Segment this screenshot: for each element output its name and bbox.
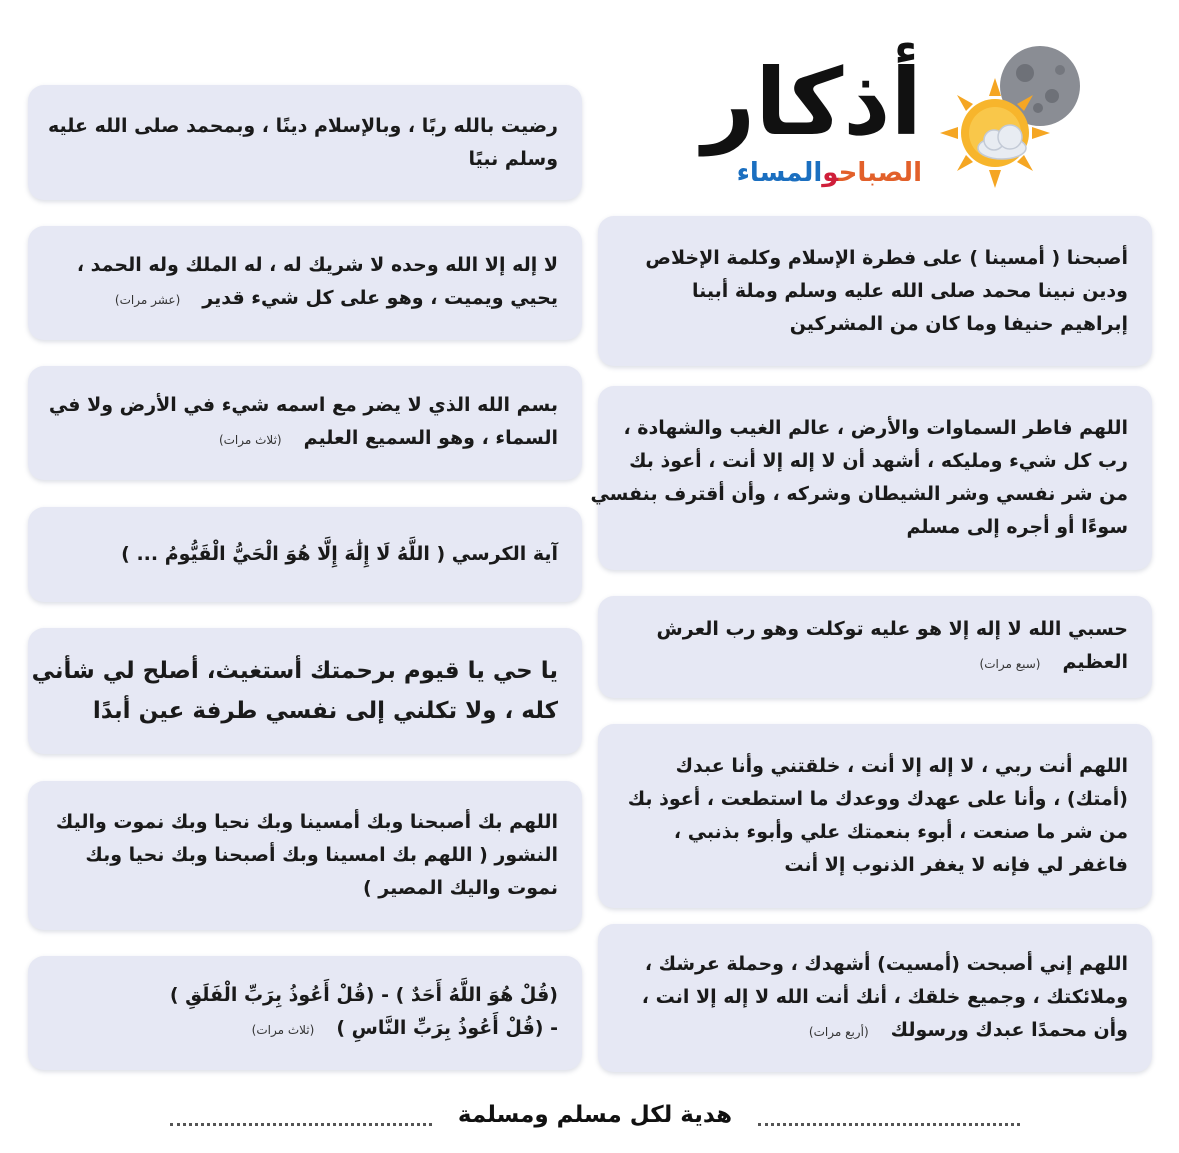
dhikr-text: سوءًا أو أجره إلى مسلم [906,516,1128,538]
subtitle-and: و [822,158,839,188]
dhikr-card-right-4 [598,724,1152,908]
dhikr-card-right-3 [598,596,1152,698]
dhikr-text: اللهم فاطر السماوات والأرض ، عالم الغيب والشهادة ، [623,417,1128,439]
dhikr-card-right-2 [590,386,1152,570]
dhikr-text: وأن محمدًا عبدك ورسولك [890,1018,1128,1041]
dhikr-text: رضيت بالله ربًا ، وبالإسلام دينًا ، وبمحمد صلى الله عليه [47,114,558,137]
dhikr-text: بسم الله الذي لا يضر مع اسمه شيء في الأرض ولا في [48,394,558,416]
dhikr-card-left-3 [28,366,582,480]
repeat-count: (ثلاث مرات) [218,433,282,447]
dhikr-text: من شر ما صنعت ، أبوء بنعمتك علي وأبوء بذنبي ، [673,821,1128,843]
dhikr-text: وسلم نبيًا [468,147,558,170]
dhikr-text: آية الكرسي ( اللَّهُ لَا إِلَٰهَ إِلَّا هُوَ الْحَيُّ الْقَيُّومُ ... ) [121,543,558,565]
dhikr-card-right-5 [598,924,1152,1072]
dhikr-text: اللهم أنت ربي ، لا إله إلا أنت ، خلقتني وأنا عبدك [675,755,1128,777]
dhikr-text: فاغفر لي فإنه لا يغفر الذنوب إلا أنت [784,854,1128,876]
subtitle-evening: المساء [736,158,823,188]
dhikr-text: السماء ، وهو السميع العليم [303,427,558,449]
page-subtitle [737,158,922,188]
dhikr-text: ودين نبينا محمد صلى الله عليه وسلم وملة أبينا [692,279,1128,302]
repeat-count: (ثلاث مرات) [251,1023,315,1037]
footer-divider-left [170,1123,432,1126]
dhikr-text: نموت واليك المصير ) [363,877,558,899]
dhikr-card-left-6 [28,781,582,930]
dhikr-card-left-2 [28,226,582,340]
repeat-count: (أربع مرات) [808,1024,869,1039]
footer-divider-right [758,1123,1020,1126]
dhikr-text: رب كل شيء ومليكه ، أشهد أن لا إله إلا أنت ، أعوذ بك [629,450,1128,472]
dhikr-text: (قُلْ هُوَ اللَّهُ أَحَدٌ ) - (قُلْ أَعُوذُ بِرَبِّ الْفَلَقِ ) [169,984,558,1006]
dhikr-text: وملائكتك ، وجميع خلقك ، أنك أنت الله لا إله إلا انت ، [641,985,1128,1008]
dhikr-text: النشور ( اللهم بك امسينا وبك أصبحنا وبك نحيا وبك [85,844,558,866]
dhikr-card-right-1 [598,216,1152,366]
dhikr-text: كله ، ولا تكلني إلى نفسي طرفة عين أبدًا [92,698,558,724]
header [680,38,1100,188]
dhikr-text: حسبي الله لا إله إلا هو عليه توكلت وهو رب العرش [656,618,1128,640]
dhikr-card-left-1 [28,85,582,200]
subtitle-morning: الصباح [838,158,922,188]
dhikr-text: اللهم بك أصبحنا وبك أمسينا وبك نحيا وبك نموت واليك [55,811,558,833]
footer-text: هدية لكل مسلم ومسلمة [457,1102,733,1128]
dhikr-card-left-4 [28,507,582,602]
sun-moon-icon [930,38,1100,188]
dhikr-text: أصبحنا ( أمسينا ) على فطرة الإسلام وكلمة الإخلاص [645,246,1128,269]
dhikr-card-left-5 [28,628,582,754]
dhikr-text: اللهم إني أصبحت (أمسيت) أشهدك ، وحملة عرشك ، [644,952,1128,975]
dhikr-text: يحيي ويميت ، وهو على كل شيء قدير [202,287,558,309]
dhikr-text: يا حي يا قيوم برحمتك أستغيث، أصلح لي شأني [31,658,558,684]
dhikr-text: من شر نفسي وشر الشيطان وشركه ، وأن أقترف بنفسي [590,483,1128,505]
dhikr-text: - (قُلْ أَعُوذُ بِرَبِّ النَّاسِ ) [336,1017,558,1039]
page-title: أذكار [702,49,922,156]
repeat-count: (سبع مرات) [979,657,1041,671]
dhikr-card-left-7 [28,956,582,1070]
footer [170,1090,1020,1140]
dhikr-text: إبراهيم حنيفا وما كان من المشركين [789,312,1128,335]
dhikr-text: العظيم [1062,651,1128,673]
dhikr-text: (أمتك) ، وأنا على عهدك ووعدك ما استطعت ، أعوذ بك [627,788,1128,810]
repeat-count: (عشر مرات) [114,293,181,307]
dhikr-text: لا إله إلا الله وحده لا شريك له ، له الملك وله الحمد ، [76,254,558,276]
